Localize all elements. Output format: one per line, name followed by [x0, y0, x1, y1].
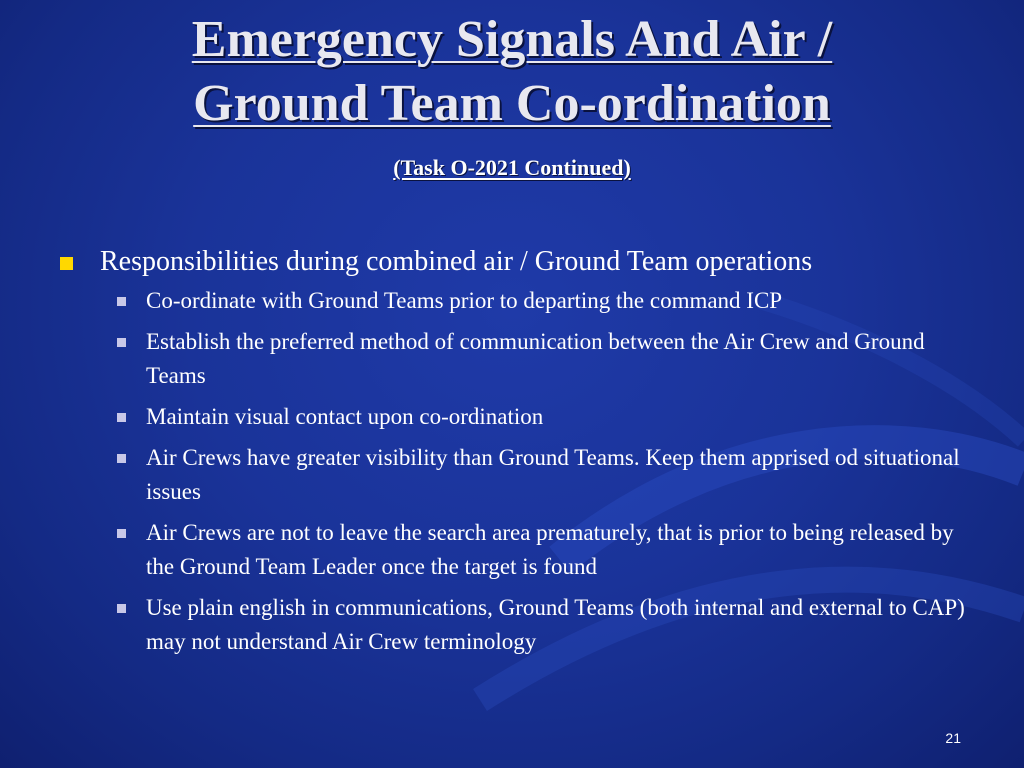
- sub-bullet-text: Air Crews are not to leave the search area prematurely, that is prior to being released by the Ground Team Leader once the target is found: [146, 520, 954, 579]
- sub-bullet-item: [117, 284, 980, 318]
- square-bullet-icon: [117, 297, 126, 306]
- slide-subtitle: (Task O-2021 Continued): [393, 155, 631, 180]
- square-bullet-icon: [117, 529, 126, 538]
- sub-bullet-item: [117, 400, 980, 434]
- main-bullet-item: [60, 244, 980, 280]
- slide-title: [0, 8, 1024, 136]
- sub-bullet-text: Use plain english in communications, Ground Teams (both internal and external to CAP) may not understand Air Crew terminology: [146, 595, 965, 654]
- slide-title-line-1: Emergency Signals And Air /: [191, 11, 833, 68]
- sub-bullet-item: [117, 441, 980, 509]
- main-bullet-text: Responsibilities during combined air / Ground Team operations: [100, 246, 813, 277]
- square-bullet-icon: [117, 413, 126, 422]
- square-bullet-icon: [117, 338, 126, 347]
- yellow-square-bullet-icon: [60, 257, 73, 270]
- slide-title-line-2: Ground Team Co-ordination: [193, 75, 831, 132]
- square-bullet-icon: [117, 454, 126, 463]
- page-number: 21: [945, 730, 961, 746]
- sub-bullet-text: Establish the preferred method of communication between the Air Crew and Ground Teams: [146, 329, 925, 388]
- square-bullet-icon: [117, 604, 126, 613]
- sub-bullet-text: Co-ordinate with Ground Teams prior to departing the command ICP: [146, 288, 783, 313]
- sub-bullet-list: [60, 284, 980, 659]
- sub-bullet-item: [117, 591, 980, 659]
- sub-bullet-item: [117, 516, 980, 584]
- sub-bullet-text: Air Crews have greater visibility than Ground Teams. Keep them apprised od situational issues: [146, 445, 960, 504]
- sub-bullet-text: Maintain visual contact upon co-ordination: [146, 404, 544, 429]
- slide-body: [60, 244, 980, 666]
- sub-bullet-item: [117, 325, 980, 393]
